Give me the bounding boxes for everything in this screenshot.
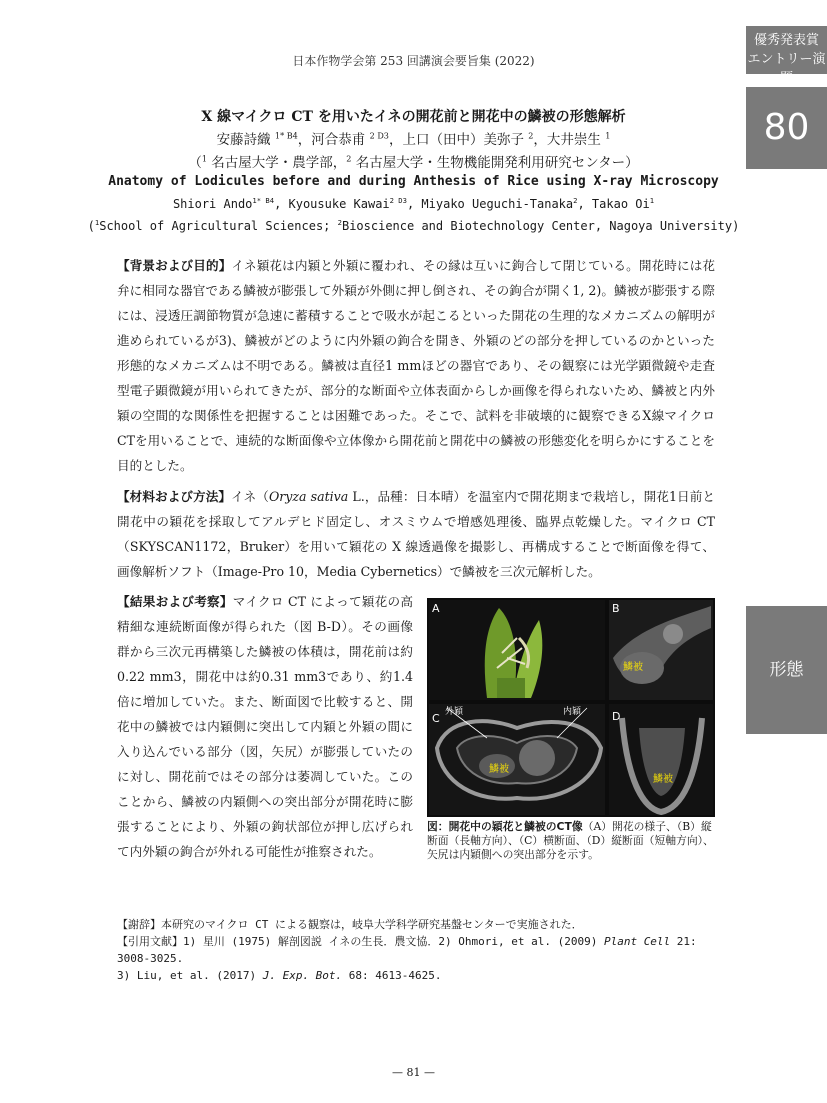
affiliation-english: ($^1$School of Agricultural Sciences; $^2$Bioscience and Biotechnology Center, Nagoya University) bbox=[87, 218, 740, 233]
methods-text-2: L.，品種：日本晴）を温室内で開花期まで栽培し，開花1日前と開花中の穎花を採取してアルデヒド固定し、オスミウムで増感処理後、臨界点乾燥した。マイクロ CT（SKYSCAN1172，Bruker）を用いて穎花の X 線透過像を撮影し、再構成することで断面像を得て、画像解析ソフト（Image-Pro 10，Media Cybernetics）で鱗被を三次元解析した。 bbox=[117, 489, 715, 579]
proceedings-header: 日本作物学会第 253 回講演会要旨集 (2022) bbox=[292, 54, 535, 68]
results-text: マイクロ CT によって穎花の高精細な連続断面像が得られた（図 B-D）。その画像群から三次元再構築した鱗被の体積は，開花前は約0.22 mm3，開花中は約0.31 mm3であり、約1.4倍に増加していた。また、断面図で比較すると、開花中の鱗被では内穎側に突出して内穎と外穎の間に入り込んでいる部分（図，矢尻）が膨張していたのに対し、開花前ではその部分は萎凋していた。このことから、鱗被の内穎側への突出部分が開花時に膨張することにより、外穎の鉤状部位が押し広げられて内外穎の鉤合が外れる可能性が推察された。 bbox=[117, 594, 413, 859]
ct-figure bbox=[427, 598, 715, 817]
label-lodicule-b: 鱗被 bbox=[623, 662, 643, 673]
references bbox=[117, 933, 717, 967]
abstract-number-tab: 80 bbox=[746, 87, 827, 169]
ref-2-post: 21: 3008-3025. bbox=[117, 935, 697, 965]
label-palea: 内穎 bbox=[563, 707, 582, 717]
page-number: — 81 — bbox=[392, 1066, 435, 1079]
panel-label-a: A bbox=[432, 602, 440, 615]
ref-2-pre: 2) Ohmori, et al. (2009) bbox=[438, 935, 604, 948]
methods-paragraph bbox=[117, 484, 715, 584]
ref-heading: 【引用文献】 bbox=[117, 935, 183, 948]
methods-heading: 【材料および方法】 bbox=[117, 489, 232, 504]
award-entry-tab bbox=[746, 26, 827, 86]
category-tab: 形態 bbox=[746, 606, 827, 734]
background-heading: 【背景および目的】 bbox=[117, 258, 232, 273]
ref-2-journal: Plant Cell bbox=[603, 935, 671, 948]
ref-3-pre: 3) Liu, et al. (2017) bbox=[117, 969, 263, 982]
label-lodicule-c: 鱗被 bbox=[489, 764, 509, 775]
authors-japanese: 安藤詩織 $^{1* B4}$，河合恭甫 $^{2 D3}$，上口（田中）美弥子 $^2$，大井崇生 $^1$ bbox=[216, 130, 611, 148]
label-lemma: 外穎 bbox=[445, 707, 464, 717]
background-text: イネ穎花は内穎と外穎に覆われ、その縁は互いに鉤合して閉じている。開花時には花弁に相同な器官である鱗被が膨張して外穎が外側に押し倒され、その鉤合が開く1, 2)。鱗被が膨張する際には、浸透圧調節物質が急速に蓄積することで吸水が起こるといった開花の生理的なメカニズムの解明が進められているが3)、鱗被がどのように内外穎の鉤合を開き、外穎のどの部分を押しているのかといった形態的なメカニズムは不明である。鱗被は直径1 mmほどの器官であり、その観察には光学顕微鏡や走査型電子顕微鏡が用いられてきたが、部分的な断面や立体表面からしか画像を得られないため、鱗被と内外穎の空間的な関係性を把握することは困難であった。そこで、試料を非破壊的に観察できるX線マイクロCTを用いることで、連続的な断面像や立体像から開花前と開花中の鱗被の形態変化を明らかにすることを目的とした。 bbox=[117, 258, 716, 473]
ack-heading: 【謝辞】 bbox=[117, 918, 161, 931]
panel-label-d: D bbox=[612, 710, 621, 723]
title-english: Anatomy of Lodicules before and during Anthesis of Rice using X-ray Microscopy bbox=[108, 174, 719, 189]
results-heading: 【結果および考察】 bbox=[117, 594, 233, 609]
acknowledgement bbox=[117, 916, 717, 933]
background-paragraph bbox=[117, 253, 715, 478]
caption-text: （A）開花の様子、（B）縦断面（長軸方向）、（C）横断面、（D）縦断面（短軸方向）、矢尻は内穎側への突出部分を示す。 bbox=[427, 820, 714, 861]
results-paragraph bbox=[117, 589, 413, 864]
reference-3 bbox=[117, 967, 717, 984]
ref-3-post: 68: 4613-4625. bbox=[342, 969, 442, 982]
figure-caption bbox=[427, 820, 717, 862]
species-name: Oryza sativa bbox=[268, 489, 349, 504]
caption-title: 図：開花中の穎花と鱗被のCT像 bbox=[427, 820, 583, 833]
label-lodicule-d: 鱗被 bbox=[653, 774, 673, 785]
ack-text: 本研究のマイクロ CT による観察は，岐阜大学科学研究基盤センターで実施された． bbox=[161, 918, 583, 931]
authors-english: Shiori Ando$^{1* B4}$, Kyousuke Kawai$^{2 D3}$, Miyako Ueguchi-Tanaka$^2$, Takao Oi$^1$ bbox=[172, 196, 655, 211]
title-japanese: X 線マイクロ CT を用いたイネの開花前と開花中の鱗被の形態解析 bbox=[201, 109, 626, 125]
award-entry-line1: 優秀発表賞 bbox=[753, 33, 819, 48]
panel-label-b: B bbox=[612, 602, 620, 615]
ref-1: 1) 星川 (1975) 解剖図説 イネの生長．農文協． bbox=[183, 935, 439, 948]
footnotes bbox=[117, 916, 717, 984]
affiliation-japanese: （$^1$ 名古屋大学・農学部，$^2$ 名古屋大学・生物機能開発利用研究センター） bbox=[188, 153, 639, 171]
panel-label-c: C bbox=[432, 712, 440, 725]
ref-3-journal: J. Exp. Bot. bbox=[262, 969, 343, 982]
award-entry-line2: エントリー演題 bbox=[747, 52, 826, 86]
methods-text-1: イネ（ bbox=[231, 489, 269, 504]
